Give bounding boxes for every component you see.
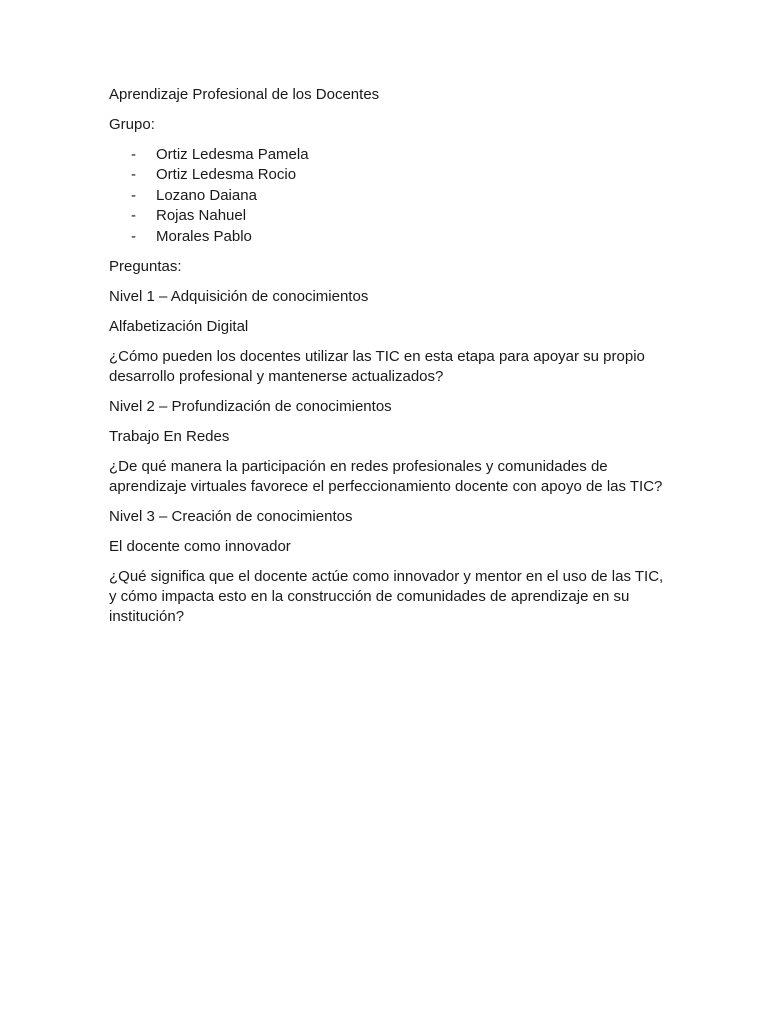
dash-bullet: - — [131, 227, 136, 245]
level-2-question: ¿De qué manera la participación en redes profesionales y comunidades de aprendizaje virtuales favorece el perfeccionamiento docente con apoyo de las TIC? — [109, 458, 663, 496]
list-item — [109, 145, 668, 165]
questions-label: Preguntas: — [109, 258, 182, 276]
list-item — [109, 165, 668, 185]
level-1-topic: Alfabetización Digital — [109, 318, 249, 336]
level-1-heading: Nivel 1 – Adquisición de conocimientos — [109, 288, 369, 306]
member-name: Ortiz Ledesma Rocio — [156, 166, 297, 184]
dash-bullet: - — [131, 186, 136, 204]
level-2-topic: Trabajo En Redes — [109, 428, 230, 446]
member-list — [109, 145, 668, 247]
level-3-topic: El docente como innovador — [109, 538, 291, 556]
dash-bullet: - — [131, 166, 136, 184]
member-name: Morales Pablo — [156, 227, 252, 245]
list-item — [109, 186, 668, 206]
list-item — [109, 206, 668, 226]
level-3-heading: Nivel 3 – Creación de conocimientos — [109, 508, 353, 526]
member-name: Lozano Daiana — [156, 186, 257, 204]
group-label: Grupo: — [109, 116, 155, 133]
level-1-question: ¿Cómo pueden los docentes utilizar las TIC en esta etapa para apoyar su propio desarrollo profesional y mantenerse actualizados? — [109, 348, 645, 386]
dash-bullet: - — [131, 146, 136, 163]
level-3-question: ¿Qué significa que el docente actúe como innovador y mentor en el uso de las TIC, y cómo impacta esto en la construcción de comunidades de aprendizaje en su institución? — [109, 568, 664, 626]
dash-bullet: - — [131, 207, 136, 225]
member-name: Rojas Nahuel — [156, 207, 247, 225]
level-2-heading: Nivel 2 – Profundización de conocimientos — [109, 398, 392, 416]
list-item — [109, 227, 668, 247]
document-title: Aprendizaje Profesional de los Docentes — [109, 86, 380, 103]
member-name: Ortiz Ledesma Pamela — [156, 146, 309, 163]
